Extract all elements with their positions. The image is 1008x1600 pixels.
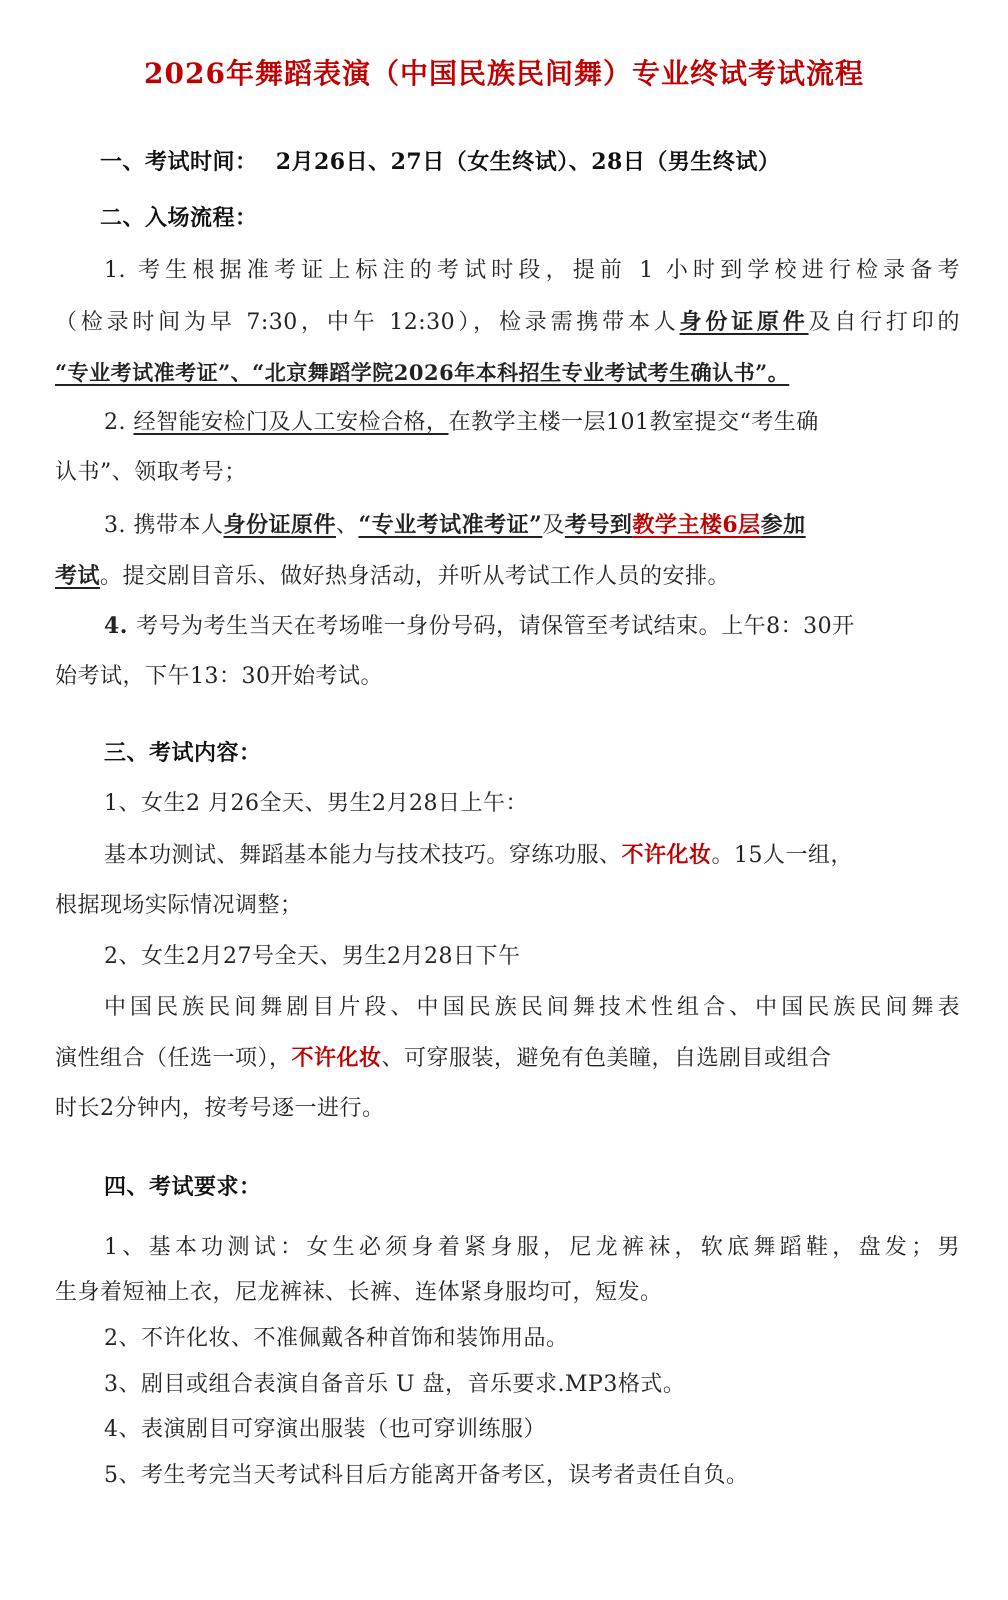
item1-checkin-text: （检录时间为早 7:30，中午 12:30），检录需携带本人: [55, 310, 680, 335]
section4-heading: 四、考试要求：: [104, 1174, 262, 1200]
section3-item1-body: [104, 840, 960, 871]
item3-attend: 参加: [760, 512, 806, 538]
section1-dates: 2月26日、27日（女生终试）、28日（男生终试）: [275, 149, 781, 175]
item1-body-text: 基本功测试、舞蹈基本能力与技术技巧。穿练功服、: [104, 843, 622, 868]
item3-instructions: 。提交剧目音乐、做好热身活动，并听从考试工作人员的安排。: [100, 564, 731, 589]
section4-item5: 5、考生考完当天考试科目后方能离开备考区，误考者责任自负。: [104, 1463, 749, 1488]
section2-item3-line2: [55, 561, 960, 592]
item1-id-card-emphasis: 身份证原件: [679, 309, 809, 335]
section2-item1-line3: “专业考试准考证”、“北京舞蹈学院2026年本科招生专业考试考生确认书”。: [55, 360, 790, 385]
item2-body-text: 演性组合（任选一项），: [55, 1046, 292, 1071]
section4-item3: 3、剧目或组合表演自备音乐 U 盘，音乐要求.MP3格式。: [104, 1372, 686, 1397]
item2-number: 2.: [104, 410, 134, 435]
section3-item1-title: 1、女生2 月26全天、男生2月28日上午：: [104, 791, 528, 816]
section2-heading: 二、入场流程：: [100, 205, 258, 231]
section2-item1-line1: 1. 考生根据准考证上标注的考试时段，提前 1 小时到学校进行检录备考: [104, 258, 960, 283]
section1-exam-time: [100, 147, 1005, 177]
section3-item2-body-line3: 时长2分钟内，按考号逐一进行。: [55, 1096, 385, 1121]
item4-number: 4.: [104, 613, 137, 639]
item3-location-highlight: 教学主楼6层: [632, 512, 761, 538]
item3-id-card: 身份证原件: [223, 512, 336, 538]
item3-and: 及: [542, 513, 565, 538]
item3-separator: 、: [336, 513, 359, 538]
item1-group-size: 。15人一组，: [711, 843, 854, 868]
item3-number-to: 考号到: [564, 512, 633, 538]
no-makeup-highlight: 不许化妆: [291, 1045, 382, 1071]
item2-security-check: 经智能安检门及人工安检合格，: [133, 410, 449, 435]
section3-item2-body-line1: 中国民族民间舞剧目片段、中国民族民间舞技术性组合、中国民族民间舞表: [104, 995, 960, 1020]
section4-item4: 4、表演剧目可穿演出服装（也可穿训练服）: [104, 1417, 546, 1442]
section2-item4-line2: 始考试，下午13：30开始考试。: [55, 664, 383, 689]
section2-item3-line1: [104, 510, 960, 541]
section3-item2-title: 2、女生2月27号全天、男生2月28日下午: [104, 944, 521, 969]
section3-heading: 三、考试内容：: [104, 740, 262, 766]
section3-item2-body-line2: [55, 1043, 960, 1074]
item1-print-text: 及自行打印的: [808, 310, 960, 335]
section2-item1-line2: [55, 307, 960, 338]
item3-prefix: 3. 携带本人: [104, 513, 224, 538]
item2-costume-text: 、可穿服装，避免有色美瞳，自选剧目或组合: [381, 1046, 832, 1071]
section4-item1-line1: 1、基本功测试：女生必须身着紧身服，尼龙裤袜，软底舞蹈鞋，盘发；男: [104, 1235, 960, 1260]
section4-item2: 2、不许化妆、不准佩戴各种首饰和装饰用品。: [104, 1326, 569, 1351]
section1-heading: 一、考试时间：: [100, 149, 258, 175]
item2-submit-text: 在教学主楼一层101教室提交“考生确: [448, 410, 819, 435]
section2-item2-line1: [104, 408, 960, 438]
section2-item4-line1: [104, 611, 960, 642]
no-makeup-highlight: 不许化妆: [621, 842, 712, 868]
section3-item1-body-line2: 根据现场实际情况调整；: [55, 893, 303, 918]
item3-exam: 考试: [55, 563, 101, 589]
document-title: 2026年舞蹈表演（中国民族民间舞）专业终试考试流程: [144, 57, 864, 90]
item4-text: 考号为考生当天在考场唯一身份号码，请保管至考试结束。上午8：30开: [136, 614, 855, 639]
section4-item1-line2: 生身着短袖上衣，尼龙裤袜、长裤、连体紧身服均可，短发。: [55, 1280, 663, 1305]
item3-admission-ticket: “专业考试准考证”: [358, 512, 543, 538]
section2-item2-line2: 认书”、领取考号；: [55, 460, 247, 485]
